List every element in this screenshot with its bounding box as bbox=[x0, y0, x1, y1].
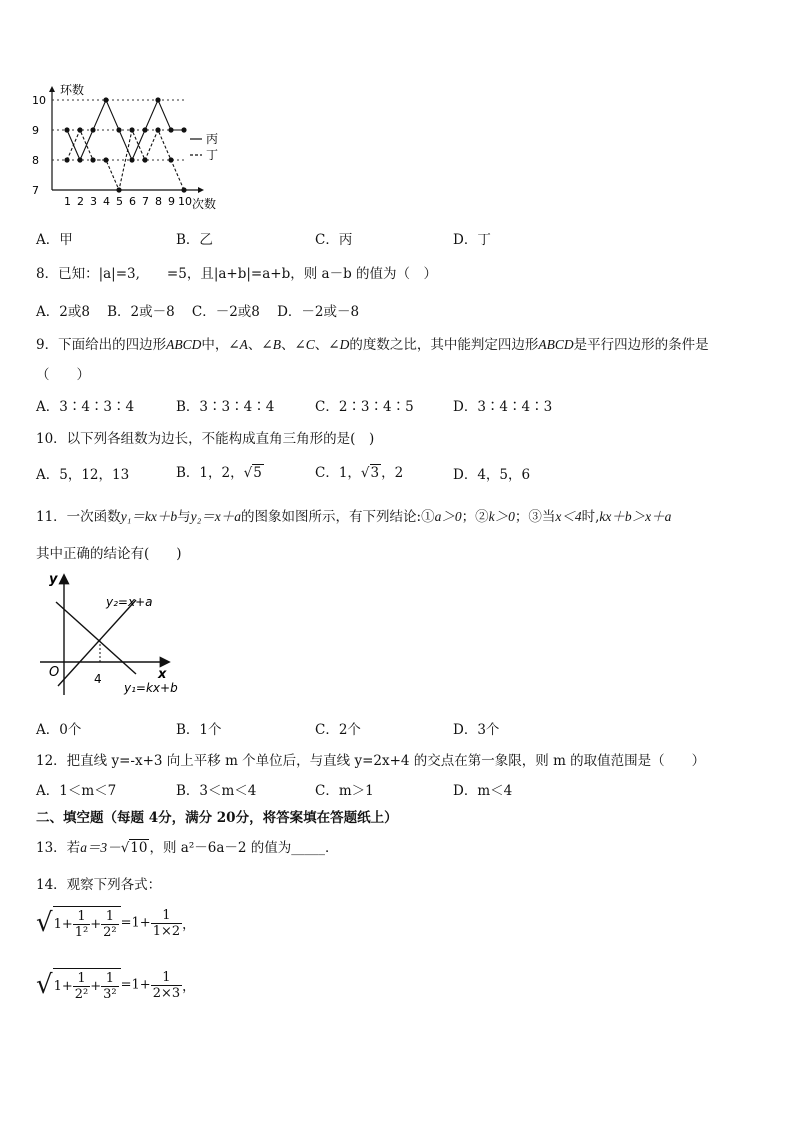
e1-one: 1+ bbox=[53, 917, 73, 932]
e2-n1: 1 bbox=[73, 971, 90, 987]
chart-legend bbox=[190, 132, 218, 162]
e2-tail: ， bbox=[182, 979, 196, 995]
q11-text-4: ；② bbox=[461, 509, 489, 525]
x-tick-label: 1 bbox=[64, 195, 71, 208]
q11-conclusion-3: kx＋b＞x＋a bbox=[599, 509, 672, 524]
x-tick-label: 8 bbox=[155, 195, 162, 208]
sqrt-icon: √ bbox=[360, 465, 370, 481]
q11-question-line2: 其中正确的结论有( ) bbox=[36, 546, 182, 562]
q9-question bbox=[36, 333, 709, 353]
q10-option-a[interactable]: A．5，12，13 bbox=[36, 467, 130, 483]
y-axis-arrow bbox=[49, 86, 55, 92]
q9-angle-c: C bbox=[305, 337, 315, 352]
e1-eq: =1+ bbox=[120, 915, 151, 931]
q10-option-d[interactable]: D．4，5，6 bbox=[453, 467, 531, 483]
q9-option-c[interactable]: C．2∶3∶4∶5 bbox=[315, 399, 414, 415]
q14-question: 14．观察下列各式： bbox=[36, 877, 162, 893]
graph-origin: O bbox=[49, 665, 60, 680]
chart-series bbox=[64, 97, 186, 192]
q8-option-b[interactable]: B．2或－8 bbox=[107, 304, 175, 320]
x-tick-label: 6 bbox=[129, 195, 136, 208]
q9-option-b[interactable]: B．3∶3∶4∶4 bbox=[176, 399, 275, 415]
graph-label-y2: y₂=x+a bbox=[106, 595, 153, 609]
q9-text-1: 9．下面给出的四边形 bbox=[36, 337, 167, 353]
q9-text-7: 是平行四边形的条件是 bbox=[573, 337, 709, 353]
q9-angle-b: B bbox=[272, 337, 281, 352]
q13-radicand: 10 bbox=[130, 840, 148, 856]
q7-option-d[interactable]: D．丁 bbox=[453, 232, 491, 248]
data-point-丙 bbox=[77, 157, 82, 162]
q9-text-5: 、∠ bbox=[314, 337, 340, 353]
data-point-丙 bbox=[129, 157, 134, 162]
q11-graph bbox=[36, 570, 196, 700]
q11-text-6: 时, bbox=[581, 509, 600, 525]
q8-option-d[interactable]: D．－2或－8 bbox=[277, 304, 360, 320]
data-point-丁 bbox=[116, 187, 121, 192]
data-point-丙 bbox=[103, 97, 108, 102]
q11-text-5: ；③当 bbox=[514, 509, 556, 525]
q11-text-1: 11．一次函数 bbox=[36, 509, 121, 525]
x-tick-label: 4 bbox=[103, 195, 110, 208]
q9-option-a[interactable]: A．3∶4∶3∶4 bbox=[36, 399, 135, 415]
data-point-丙 bbox=[64, 127, 69, 132]
q12-option-b[interactable]: B．3＜m＜4 bbox=[176, 783, 257, 799]
sqrt-icon: √ bbox=[36, 908, 53, 938]
x-tick-label: 7 bbox=[142, 195, 149, 208]
q9-option-d[interactable]: D．3∶4∶4∶3 bbox=[453, 399, 553, 415]
x-tick-label: 9 bbox=[168, 195, 175, 208]
data-point-丙 bbox=[155, 97, 160, 102]
data-point-丙 bbox=[90, 127, 95, 132]
q10-option-b-radicand: 5 bbox=[253, 465, 262, 481]
q14-expression-2 bbox=[36, 968, 195, 1002]
data-point-丙 bbox=[142, 127, 147, 132]
q10-option-c[interactable] bbox=[315, 461, 403, 481]
q11-func-2: y₂＝x＋a bbox=[190, 509, 242, 524]
q13-text-2: ，则 a²－6a－2 的值为_____． bbox=[149, 840, 339, 856]
q7-option-c[interactable]: C．丙 bbox=[315, 232, 353, 248]
e1-n1: 1 bbox=[73, 909, 90, 925]
graph-tick-4: 4 bbox=[94, 672, 102, 686]
q7-option-a[interactable]: A．甲 bbox=[36, 232, 73, 248]
data-point-丁 bbox=[129, 127, 134, 132]
series-line-丙 bbox=[67, 100, 184, 160]
sqrt-icon: √ bbox=[120, 840, 130, 856]
data-point-丁 bbox=[168, 157, 173, 162]
q12-option-a[interactable]: A．1＜m＜7 bbox=[36, 783, 117, 799]
q9-paren: （ ） bbox=[36, 367, 90, 383]
chart-ticks bbox=[32, 94, 192, 208]
q9-angle-a: A bbox=[239, 337, 248, 352]
sqrt-icon: √ bbox=[36, 970, 53, 1000]
q9-text-6: 的度数之比，其中能判定四边形 bbox=[349, 337, 539, 353]
graph-y-label: y bbox=[49, 572, 58, 587]
e2-d1: 2² bbox=[74, 987, 89, 1002]
section-title: 二、填空题（每题 4分，满分 20分，将答案填在答题纸上） bbox=[36, 810, 398, 826]
q11-question bbox=[36, 505, 671, 525]
q9-text-4: 、∠ bbox=[280, 337, 306, 353]
x-tick-label: 5 bbox=[116, 195, 123, 208]
legend-label-ding: 丁 bbox=[206, 148, 219, 162]
q9-abcd-2: ABCD bbox=[538, 337, 574, 352]
q11-func-1: y₁＝kx＋b bbox=[120, 509, 178, 524]
e2-n2: 1 bbox=[101, 971, 118, 987]
data-point-丁 bbox=[77, 127, 82, 132]
q10-option-c-text: C．1， bbox=[315, 465, 361, 481]
q9-angle-d: D bbox=[339, 337, 350, 352]
e2-n3: 1 bbox=[151, 970, 182, 986]
q8-question: 8．已知：|a|=3, =5，且|a+b|=a+b，则 a－b 的值为（ ） bbox=[36, 266, 438, 282]
x-tick-label: 3 bbox=[90, 195, 97, 208]
line-chart bbox=[30, 82, 230, 212]
graph-label-y1: y₁=kx+b bbox=[124, 681, 178, 695]
e2-eq: =1+ bbox=[120, 977, 151, 993]
data-point-丁 bbox=[90, 157, 95, 162]
q9-text-2: 中，∠ bbox=[201, 337, 240, 353]
e2-d2: 3² bbox=[103, 987, 117, 1002]
y-axis-label: 环数 bbox=[60, 83, 85, 97]
y-tick-label: 10 bbox=[32, 94, 46, 107]
q11-condition: x＜4 bbox=[555, 509, 582, 524]
x-tick-label: 2 bbox=[77, 195, 84, 208]
q11-conclusion-1: a＞0 bbox=[434, 509, 462, 524]
q13-expr: a＝3－ bbox=[80, 840, 121, 855]
data-point-丁 bbox=[64, 157, 69, 162]
y-tick-label: 7 bbox=[32, 184, 39, 197]
q8-option-a[interactable]: A．2或8 bbox=[36, 304, 90, 320]
e1-d2: 2² bbox=[103, 925, 117, 940]
series-line-丁 bbox=[67, 130, 184, 190]
data-point-丁 bbox=[155, 127, 160, 132]
data-point-丁 bbox=[181, 187, 186, 192]
e1-plus: + bbox=[90, 917, 102, 932]
q10-question: 10．以下列各组数为边长，不能构成直角三角形的是( ) bbox=[36, 431, 375, 447]
q11-option-a[interactable]: A．0个 bbox=[36, 722, 82, 738]
e1-tail: ， bbox=[182, 917, 196, 933]
x-axis-label: 次数 bbox=[192, 197, 217, 211]
y-tick-label: 8 bbox=[32, 154, 39, 167]
q12-option-d[interactable]: D．m＜4 bbox=[453, 783, 513, 799]
e1-d1: 1² bbox=[74, 925, 89, 940]
e2-d3: 2×3 bbox=[152, 985, 181, 1001]
q8-option-c[interactable]: C．－2或8 bbox=[191, 304, 260, 320]
q12-option-c[interactable]: C．m＞1 bbox=[315, 783, 374, 799]
data-point-丙 bbox=[116, 127, 121, 132]
q11-option-d[interactable]: D．3个 bbox=[453, 722, 500, 738]
e1-n2: 1 bbox=[101, 909, 118, 925]
e2-one: 1+ bbox=[53, 979, 73, 994]
q10-option-b-text: B．1，2， bbox=[176, 465, 244, 481]
q14-expression-1 bbox=[36, 906, 195, 940]
q9-abcd: ABCD bbox=[166, 337, 202, 352]
data-point-丙 bbox=[181, 127, 186, 132]
e1-n3: 1 bbox=[151, 908, 182, 924]
q10-option-c-radicand: 3 bbox=[370, 465, 380, 481]
q10-option-b[interactable] bbox=[176, 461, 264, 481]
q11-text-2: 与 bbox=[177, 509, 191, 525]
e1-d3: 1×2 bbox=[152, 923, 181, 939]
e2-plus: + bbox=[90, 979, 102, 994]
q9-text-3: 、∠ bbox=[247, 337, 273, 353]
q11-option-b[interactable]: B．1个 bbox=[176, 722, 222, 738]
y-tick-label: 9 bbox=[32, 124, 39, 137]
q12-question: 12．把直线 y=-x+3 向上平移 m 个单位后，与直线 y=2x+4 的交点在第一象限，则 m 的取值范围是（ ） bbox=[36, 753, 706, 769]
q11-text-3: 的图象如图所示，有下列结论:① bbox=[241, 509, 435, 525]
data-point-丁 bbox=[103, 157, 108, 162]
q11-conclusion-2: k＞0 bbox=[488, 509, 515, 524]
sqrt-icon: √ bbox=[243, 465, 253, 481]
q13-question bbox=[36, 836, 339, 856]
q7-option-b[interactable]: B．乙 bbox=[176, 232, 213, 248]
q13-text-1: 13．若 bbox=[36, 840, 81, 856]
data-point-丙 bbox=[168, 127, 173, 132]
data-point-丁 bbox=[142, 157, 147, 162]
q8-options bbox=[36, 300, 359, 320]
x-tick-label: 10 bbox=[178, 195, 192, 208]
x-axis-arrow bbox=[198, 187, 204, 193]
graph-x-label: x bbox=[158, 667, 167, 682]
q10-option-c-tail: ，2 bbox=[381, 465, 404, 481]
legend-label-bing: 丙 bbox=[206, 132, 219, 146]
q11-option-c[interactable]: C．2个 bbox=[315, 722, 361, 738]
